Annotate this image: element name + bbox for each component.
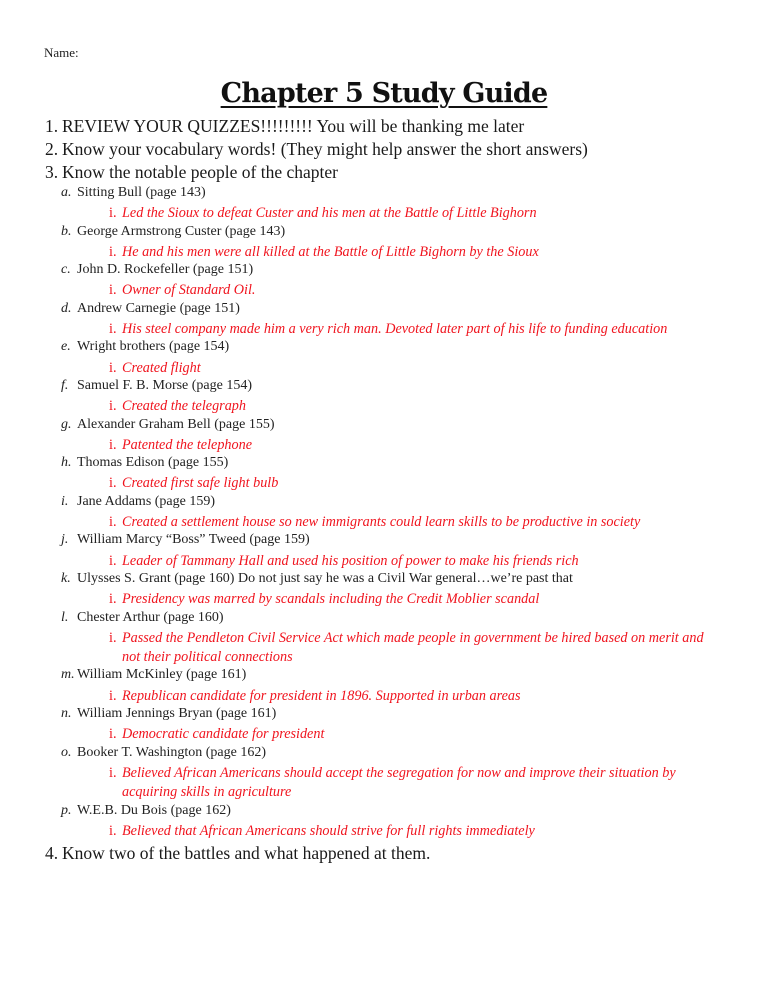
- answer-numeral: i.: [109, 687, 117, 704]
- answer-numeral: i.: [109, 436, 117, 453]
- person-item: [0, 667, 768, 686]
- notable-people-list: [0, 185, 768, 841]
- person-letter: p.: [61, 802, 72, 818]
- person-item: [0, 185, 768, 204]
- answer-text: Democratic candidate for president: [122, 726, 325, 743]
- person-name: Sitting Bull (page 143): [77, 185, 206, 200]
- list-item-1: [0, 116, 768, 139]
- person-answer: [0, 320, 768, 339]
- answer-numeral: i.: [109, 552, 117, 569]
- person-letter: a.: [61, 185, 72, 200]
- person-letter: k.: [61, 570, 71, 586]
- person-letter: h.: [61, 455, 72, 471]
- answer-text: Republican candidate for president in 1896. Supported in urban areas: [122, 687, 521, 704]
- answer-numeral: i.: [109, 591, 117, 608]
- person-letter: l.: [61, 609, 69, 625]
- person-name: Thomas Edison (page 155): [77, 455, 229, 471]
- person-name: Andrew Carnegie (page 151): [77, 300, 240, 316]
- answer-text: Created the telegraph: [122, 398, 246, 415]
- person-answer: [0, 629, 768, 668]
- person-letter: o.: [61, 744, 72, 760]
- person-item: [0, 301, 768, 320]
- answer-text: Created a settlement house so new immigrants could learn skills to be productive in society: [122, 514, 641, 531]
- list-text: Know the notable people of the chapter: [62, 162, 339, 182]
- person-letter: g.: [61, 416, 72, 432]
- list-number: 3.: [45, 162, 59, 182]
- person-item: [0, 494, 768, 513]
- person-item: [0, 224, 768, 243]
- answer-text: Created first safe light bulb: [122, 475, 279, 492]
- person-letter: f.: [61, 377, 69, 393]
- person-letter: c.: [61, 262, 71, 278]
- person-answer: [0, 359, 768, 378]
- answer-text: His steel company made him a very rich man. Devoted later part of his life to funding education: [122, 321, 668, 338]
- answer-numeral: i.: [109, 726, 117, 743]
- person-answer: [0, 243, 768, 262]
- person-answer: [0, 590, 768, 609]
- answer-numeral: i.: [109, 514, 117, 531]
- answer-text: Presidency was marred by scandals including the Credit Moblier scandal: [122, 591, 540, 608]
- person-answer: [0, 474, 768, 493]
- person-letter: n.: [61, 706, 72, 722]
- list-item-2: [0, 139, 768, 162]
- person-item: [0, 378, 768, 397]
- person-name: W.E.B. Du Bois (page 162): [77, 802, 231, 818]
- person-answer: [0, 725, 768, 744]
- person-name: Ulysses S. Grant (page 160) Do not just say he was a Civil War general…we’re past that: [77, 570, 573, 586]
- person-name: Chester Arthur (page 160): [77, 609, 224, 625]
- person-name: Samuel F. B. Morse (page 154): [77, 377, 253, 393]
- person-letter: m.: [61, 667, 75, 683]
- answer-text: Leader of Tammany Hall and used his position of power to make his friends rich: [122, 552, 579, 569]
- answer-text: He and his men were all killed at the Battle of Little Bighorn by the Sioux: [122, 243, 539, 260]
- person-name: Alexander Graham Bell (page 155): [77, 416, 275, 432]
- page-title: [0, 78, 768, 109]
- person-answer: [0, 552, 768, 571]
- answer-text: Believed African Americans should accept the segregation for now and improve their situation by acquiring skills in agriculture: [122, 764, 676, 801]
- answer-numeral: i.: [109, 282, 117, 299]
- study-guide-list: [0, 116, 768, 866]
- list-number: 2.: [45, 139, 59, 159]
- person-answer: [0, 687, 768, 706]
- person-answer: [0, 204, 768, 223]
- list-item-4: [0, 843, 768, 866]
- list-number: 4.: [45, 843, 59, 864]
- person-answer: [0, 822, 768, 841]
- person-name: William Marcy “Boss” Tweed (page 159): [77, 532, 310, 548]
- answer-text: Owner of Standard Oil.: [122, 282, 256, 299]
- list-text: Know two of the battles and what happened at them.: [62, 843, 431, 864]
- answer-text: Created flight: [122, 359, 201, 376]
- person-letter: i.: [61, 493, 69, 509]
- person-name: Wright brothers (page 154): [77, 339, 230, 355]
- person-item: [0, 745, 768, 764]
- answer-text: Believed that African Americans should strive for full rights immediately: [122, 822, 535, 839]
- person-answer: [0, 436, 768, 455]
- person-answer: [0, 513, 768, 532]
- answer-numeral: i.: [109, 822, 117, 839]
- person-letter: e.: [61, 339, 71, 355]
- person-name: Jane Addams (page 159): [77, 493, 216, 509]
- person-letter: b.: [61, 223, 72, 239]
- person-answer: [0, 764, 768, 803]
- person-letter: j.: [61, 532, 69, 548]
- answer-text: Patented the telephone: [122, 436, 253, 453]
- person-name: William McKinley (page 161): [77, 667, 247, 683]
- person-item: [0, 610, 768, 629]
- answer-numeral: i.: [109, 398, 117, 415]
- person-name: John D. Rockefeller (page 151): [77, 262, 254, 278]
- person-item: [0, 262, 768, 281]
- list-text: Know your vocabulary words! (They might help answer the short answers): [62, 139, 588, 159]
- answer-numeral: i.: [109, 321, 117, 338]
- list-number: 1.: [45, 116, 59, 136]
- person-answer: [0, 397, 768, 416]
- person-item: [0, 571, 768, 590]
- person-item: [0, 339, 768, 358]
- answer-text: Passed the Pendleton Civil Service Act which made people in government be hired based on merit and not their political connections: [122, 629, 704, 666]
- person-item: [0, 417, 768, 436]
- answer-numeral: i.: [109, 205, 117, 222]
- person-item: [0, 706, 768, 725]
- answer-text: Led the Sioux to defeat Custer and his men at the Battle of Little Bighorn: [122, 205, 537, 222]
- person-name: William Jennings Bryan (page 161): [77, 706, 277, 722]
- person-name: Booker T. Washington (page 162): [77, 744, 267, 760]
- answer-numeral: i.: [109, 243, 117, 260]
- answer-numeral: i.: [109, 764, 117, 781]
- person-item: [0, 532, 768, 551]
- person-item: [0, 803, 768, 822]
- list-item-3: [0, 162, 768, 185]
- name-label: Name:: [44, 45, 79, 60]
- person-answer: [0, 281, 768, 300]
- list-text: REVIEW YOUR QUIZZES!!!!!!!!! You will be thanking me later: [62, 116, 525, 136]
- answer-numeral: i.: [109, 475, 117, 492]
- answer-numeral: i.: [109, 359, 117, 376]
- answer-numeral: i.: [109, 629, 117, 646]
- person-name: George Armstrong Custer (page 143): [77, 223, 286, 239]
- page-title-text: Chapter 5 Study Guide: [220, 78, 548, 109]
- person-item: [0, 455, 768, 474]
- person-letter: d.: [61, 300, 72, 316]
